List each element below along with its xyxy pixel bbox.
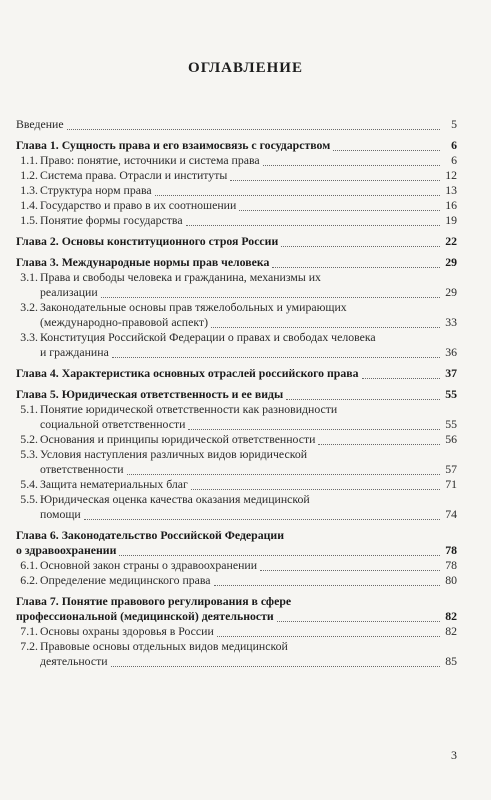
toc-section-entry [16,573,457,588]
section-number: 6.2. [20,573,38,587]
section-number: 5.1. [20,402,38,416]
entry-title-continuation: профессиональной (медицинской) деятельности [16,609,274,623]
toc-section-entry [16,624,457,639]
entry-title: Глава 5. Юридическая ответственность и ее виды [16,387,284,401]
section-number: 6.1. [20,558,38,572]
toc-chapter-entry [16,366,457,381]
section-number: 7.2. [20,639,38,653]
entry-title: Понятие формы государства [40,213,183,227]
entry-title: Определение медицинского права [40,573,211,587]
entry-title: Основной закон страны о здравоохранении [40,558,258,572]
dot-leader [362,377,440,379]
entry-page-number: 33 [445,315,457,329]
dot-leader [155,194,440,196]
toc-section-entry [16,477,457,492]
entry-title-line: Правовые основы отдельных видов медицинской [40,639,288,653]
dot-leader [286,398,440,400]
entry-title: Глава 3. Международные нормы прав человека [16,255,270,269]
toc-entry [16,117,457,132]
entry-page-number: 16 [445,198,457,212]
toc-section-entry [16,153,457,168]
entry-title-continuation: помощи [40,507,81,521]
entry-title-line: Права и свободы человека и гражданина, механизмы их [40,270,321,284]
section-number: 3.3. [20,330,38,344]
entry-page-number: 55 [445,417,457,431]
section-number: 3.2. [20,300,38,314]
section-number: 1.5. [20,213,38,227]
section-number: 7.1. [20,624,38,638]
toc-section-entry [16,558,457,573]
entry-page-number: 74 [445,507,457,521]
section-number: 1.1. [20,153,38,167]
dot-leader [272,266,440,268]
page-number: 3 [451,748,457,762]
dot-leader [230,179,440,181]
entry-title: Введение [16,117,64,131]
section-number: 1.2. [20,168,38,182]
toc-section-entry [16,270,457,300]
toc-section-entry [16,492,457,522]
toc-section-entry [16,330,457,360]
entry-page-number: 78 [445,543,457,557]
dot-leader [260,569,440,571]
entry-page-number: 57 [445,462,457,476]
entry-title-continuation: реализации [40,285,98,299]
toc-chapter-entry [16,528,457,558]
dot-leader [239,209,440,211]
dot-leader [281,245,440,247]
entry-title-line: Условия наступления различных видов юридической [40,447,308,461]
dot-leader [67,128,440,130]
entry-title: Глава 4. Характеристика основных отраслей российского права [16,366,359,380]
entry-page-number: 19 [445,213,457,227]
toc-section-entry [16,300,457,330]
entry-title: Глава 1. Сущность права и его взаимосвязь с государством [16,138,331,152]
toc-section-entry [16,402,457,432]
section-number: 5.5. [20,492,38,506]
entry-title-continuation: (международно-правовой аспект) [40,315,208,329]
page-title: ОГЛАВЛЕНИЕ [188,60,303,76]
entry-page-number: 29 [445,255,457,269]
entry-title-line: Юридическая оценка качества оказания медицинской [40,492,310,506]
entry-page-number: 37 [445,366,457,380]
dot-leader [84,518,440,520]
section-number: 1.4. [20,198,38,212]
dot-leader [119,554,440,556]
dot-leader [333,149,440,151]
dot-leader [211,326,440,328]
entry-page-number: 22 [445,234,457,248]
entry-page-number: 71 [445,477,457,491]
section-number: 3.1. [20,270,38,284]
dot-leader [214,584,440,586]
entry-title-line: Конституция Российской Федерации о правах и свободах человека [40,330,376,344]
entry-page-number: 12 [445,168,457,182]
entry-page-number: 36 [445,345,457,359]
entry-title: Структура норм права [40,183,152,197]
entry-title-continuation: ответственности [40,462,124,476]
entry-title: Право: понятие, источники и система права [40,153,260,167]
entry-title-continuation: социальной ответственности [40,417,186,431]
entry-page-number: 82 [445,624,457,638]
entry-page-number: 85 [445,654,457,668]
entry-page-number: 55 [445,387,457,401]
entry-title: Государство и право в их соотношении [40,198,237,212]
toc-section-entry [16,639,457,669]
dot-leader [217,635,440,637]
entry-title: Защита нематериальных благ [40,477,188,491]
entry-title: Основания и принципы юридической ответственности [40,432,316,446]
entry-title-continuation: и гражданина [40,345,109,359]
toc-chapter-entry [16,138,457,153]
dot-leader [318,443,440,445]
dot-leader [188,428,440,430]
entry-page-number: 82 [445,609,457,623]
toc-chapter-entry [16,387,457,402]
toc-section-entry [16,213,457,228]
entry-title-line: Глава 7. Понятие правового регулирования в сфере [16,594,292,608]
dot-leader [186,224,440,226]
section-number: 1.3. [20,183,38,197]
dot-leader [277,620,440,622]
dot-leader [263,164,440,166]
entry-title-line: Законодательные основы прав тяжелобольных и умирающих [40,300,347,314]
section-number: 5.3. [20,447,38,461]
toc-chapter-entry [16,255,457,270]
toc-chapter-entry [16,594,457,624]
dot-leader [112,356,440,358]
entry-title-continuation: деятельности [40,654,108,668]
entry-title-line: Глава 6. Законодательство Российской Федерации [16,528,285,542]
toc-section-entry [16,198,457,213]
entry-page-number: 13 [445,183,457,197]
entry-page-number: 6 [451,138,457,152]
entry-title: Основы охраны здоровья в России [40,624,214,638]
dot-leader [101,296,440,298]
toc-chapter-entry [16,234,457,249]
toc-section-entry [16,447,457,477]
dot-leader [111,665,440,667]
entry-title: Глава 2. Основы конституционного строя России [16,234,279,248]
entry-page-number: 6 [451,153,457,167]
entry-title-continuation: о здравоохранении [16,543,117,557]
toc-section-entry [16,168,457,183]
dot-leader [191,488,440,490]
entry-title: Система права. Отрасли и институты [40,168,228,182]
toc-section-entry [16,183,457,198]
section-number: 5.2. [20,432,38,446]
dot-leader [127,473,440,475]
entry-page-number: 56 [445,432,457,446]
entry-page-number: 80 [445,573,457,587]
entry-page-number: 5 [451,117,457,131]
section-number: 5.4. [20,477,38,491]
entry-title-line: Понятие юридической ответственности как разновидности [40,402,338,416]
entry-page-number: 78 [445,558,457,572]
table-of-contents [16,117,457,669]
entry-page-number: 29 [445,285,457,299]
toc-section-entry [16,432,457,447]
